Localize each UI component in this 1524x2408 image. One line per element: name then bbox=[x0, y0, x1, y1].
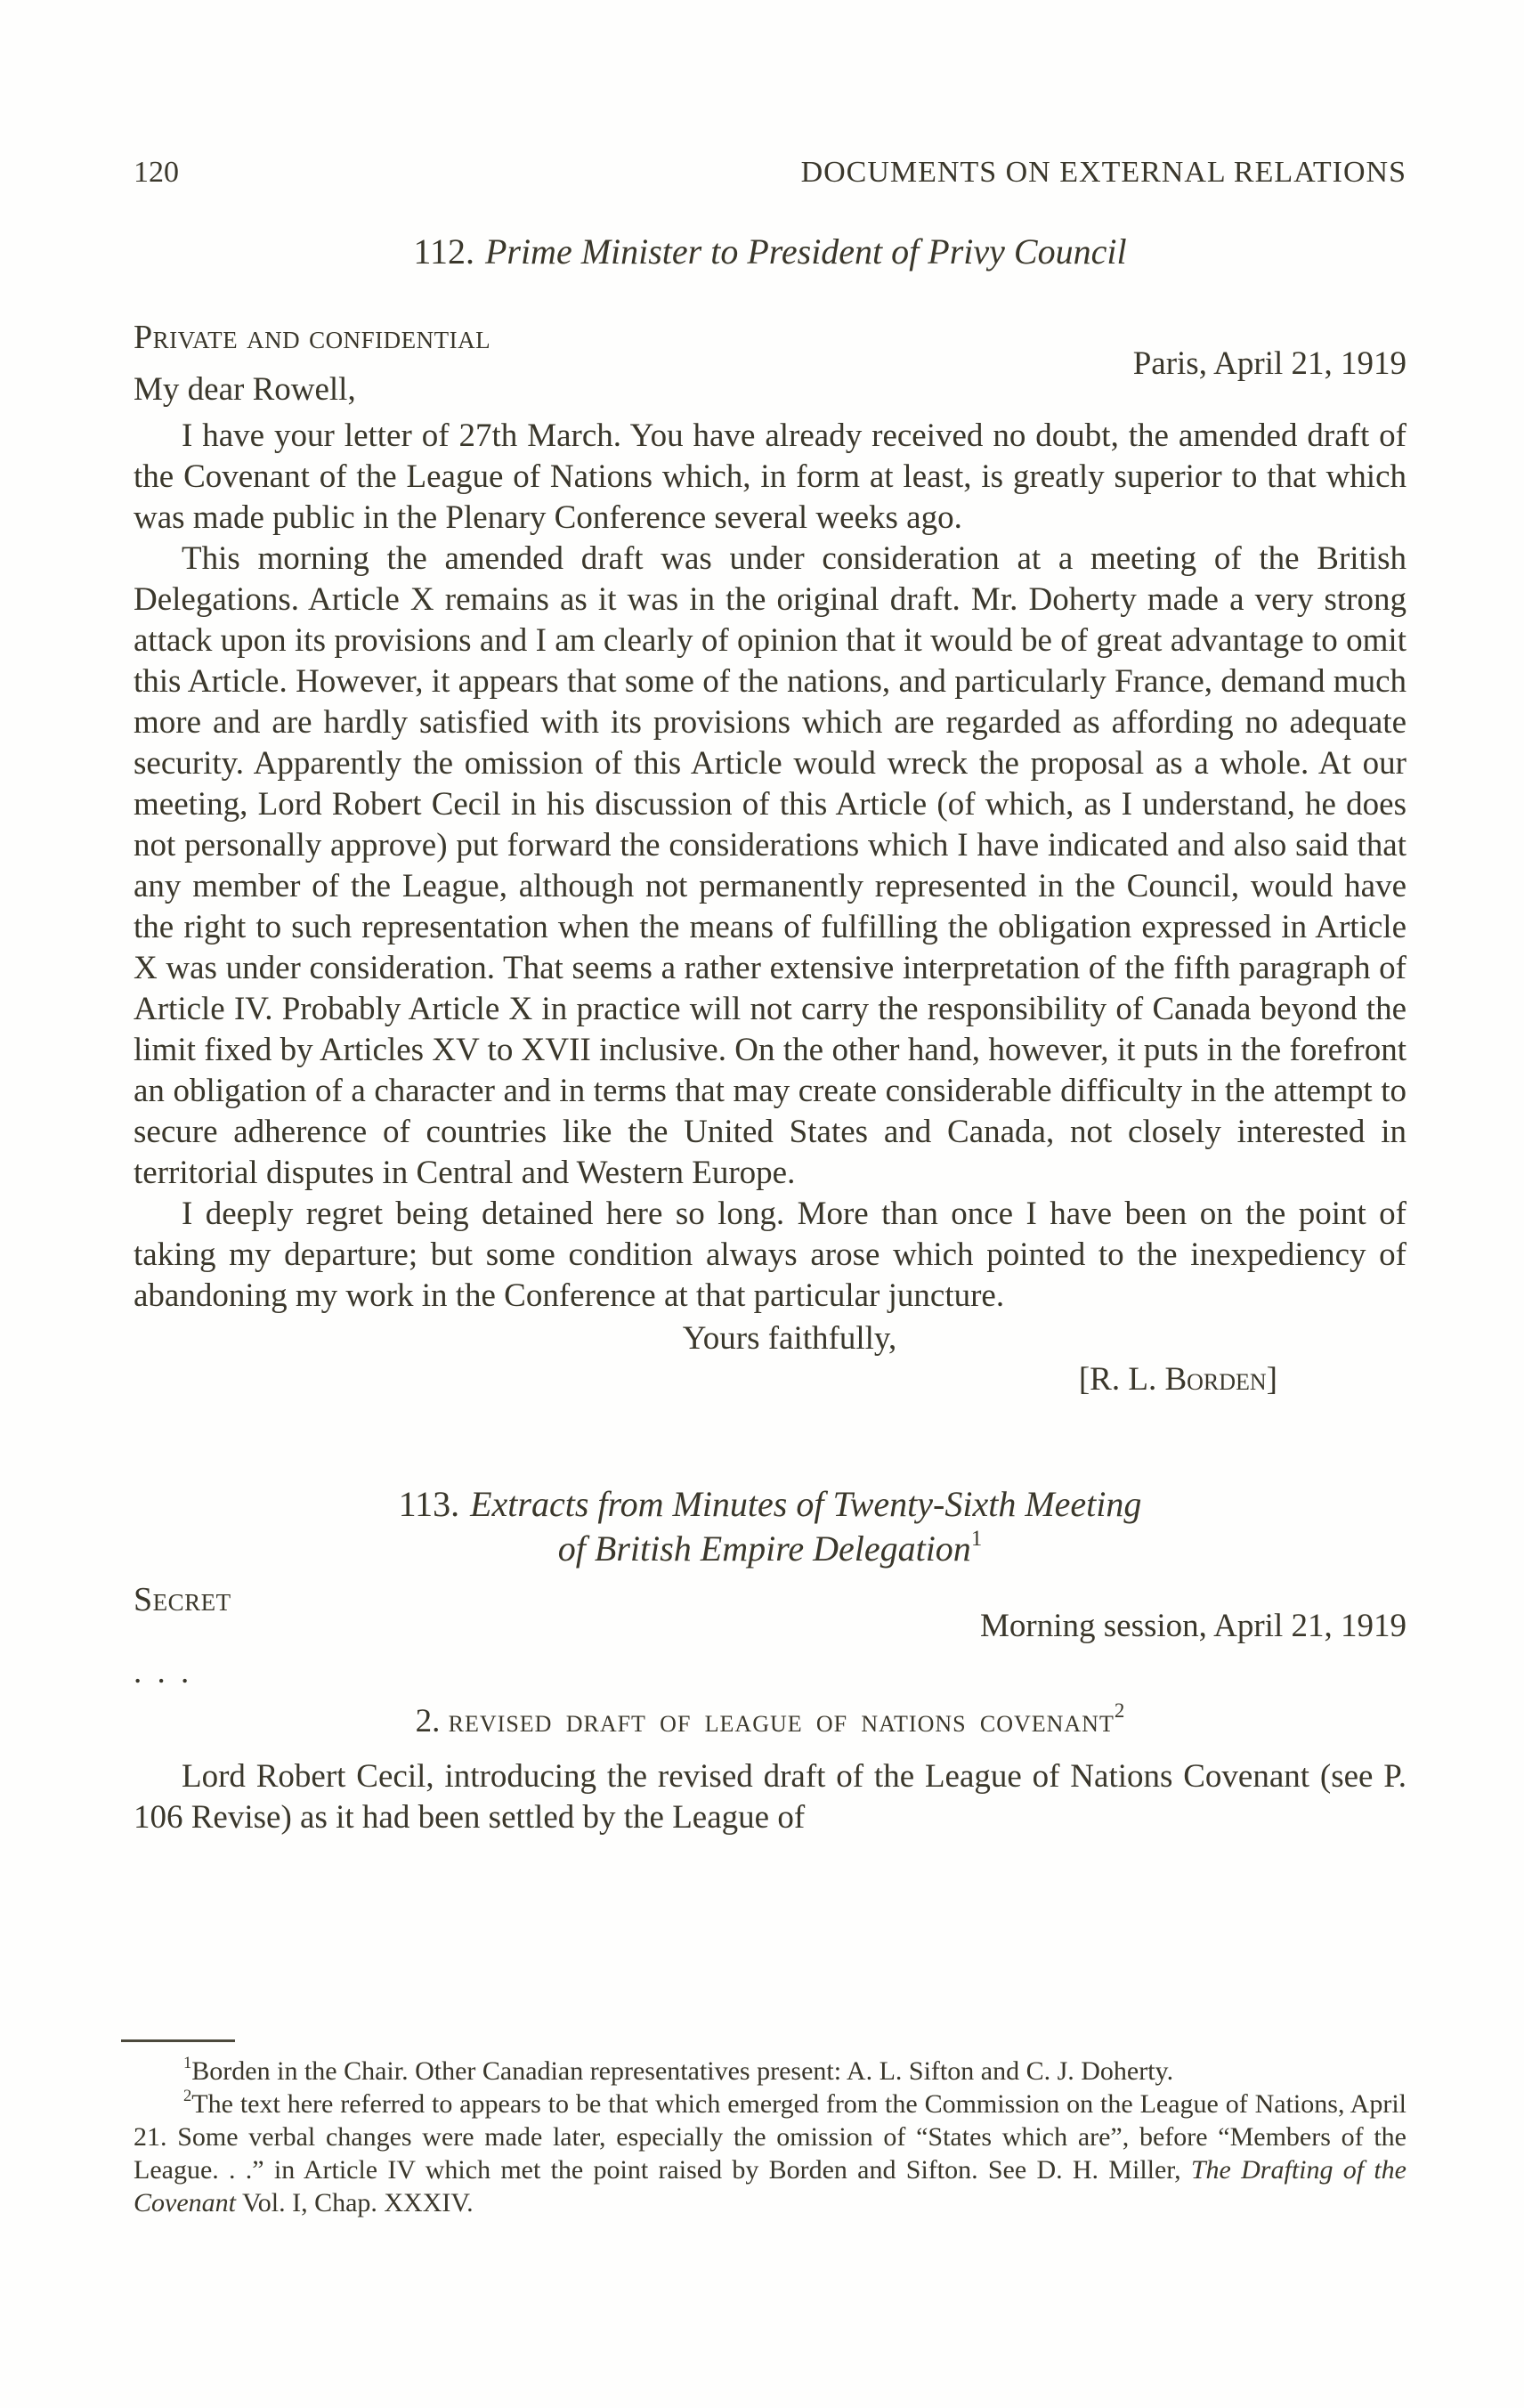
document-112 bbox=[134, 231, 1406, 1400]
section-heading-text: revised draft of league of nations covenant bbox=[448, 1703, 1115, 1739]
doc-113-number: 113. bbox=[398, 1484, 460, 1524]
footnote-area bbox=[134, 2039, 1406, 2219]
footnote-2 bbox=[134, 2088, 1406, 2219]
section-number: 2. bbox=[415, 1703, 441, 1739]
doc-113-title-line1: Extracts from Minutes of Twenty-Sixth Meeting bbox=[470, 1484, 1142, 1524]
letter-paragraph-2: This morning the amended draft was under consideration at a meeting of the British Delegations. Article X remains as it was in the original draft. Mr. Doherty made a very strong attack upon its provisions and I am clearly of opinion that it would be of great advantage to omit this Article. However, it appears that some of the nations, and particularly France, demand much more and are hardly satisfied with its provisions which are regarded as affording no adequate security. Apparently the omission of this Article would wreck the proposal as a whole. At our meeting, Lord Robert Cecil in his discussion of this Article (of which, as I understand, he does not personally approve) put forward the considerations which I have indicated and also said that any member of the League, although not permanently represented in the Council, would have the right to such representation when the means of fulfilling the obligation expressed in Article X was under consideration. That seems a rather extensive interpretation of the fifth paragraph of Article IV. Probably Article X in practice will not carry the responsibility of Canada beyond the limit fixed by Articles XV to XVII inclusive. On the other hand, however, it puts in the forefront an obligation of a character and in terms that may create considerable difficulty in the attempt to secure adherence of countries like the United States and Canada, not closely interested in territorial disputes in Central and Western Europe. bbox=[134, 540, 1406, 1191]
letter-paragraph-1: I have your letter of 27th March. You have already received no doubt, the amended draft of the Covenant of the League of Nations which, in form at least, is greatly superior to that which was made public in the Plenary Conference several weeks ago. bbox=[134, 418, 1406, 536]
salutation: My dear Rowell, bbox=[134, 371, 356, 408]
letter-paragraph-3: I deeply regret being detained here so long. More than once I have been on the point of taking my departure; but some condition always arose which pointed to the inexpediency of abandoning my work in the Conference at that particular juncture. bbox=[134, 1196, 1406, 1314]
valediction: Yours faithfully, bbox=[682, 1320, 897, 1357]
footnote-separator bbox=[121, 2039, 235, 2042]
secret-classification: Secret bbox=[134, 1581, 231, 1618]
dateline: Paris, April 21, 1919 bbox=[1132, 345, 1406, 382]
secret-block bbox=[134, 1580, 1406, 1689]
footnote-2-ref: 2 bbox=[183, 2087, 192, 2106]
running-header-title: DOCUMENTS ON EXTERNAL RELATIONS bbox=[800, 156, 1406, 189]
page-number: 120 bbox=[134, 156, 179, 189]
section-heading bbox=[134, 1701, 1406, 1742]
page-header bbox=[134, 156, 1406, 190]
footnote-2-text-end: Vol. I, Chap. XXXIV. bbox=[235, 2188, 474, 2217]
document-113 bbox=[134, 1400, 1406, 1838]
doc-112-title-text: Prime Minister to President of Privy Council bbox=[484, 231, 1127, 272]
doc-113-title-footnote-ref: 1 bbox=[970, 1527, 983, 1552]
doc-113-paragraph: Lord Robert Cecil, introducing the revised draft of the League of Nations Covenant (see P. 106 Revise) as it had been settled by the League of bbox=[134, 1758, 1406, 1836]
doc-113-title bbox=[134, 1482, 1406, 1571]
footnote-1-text: Borden in the Chair. Other Canadian representatives present: A. L. Sifton and C. J. Doherty. bbox=[191, 2056, 1174, 2086]
signature: [R. L. Borden] bbox=[1078, 1361, 1277, 1398]
omission-ellipsis: . . . bbox=[134, 1654, 193, 1690]
footnote-2-cited-work: The Drafting of the Covenant bbox=[134, 2155, 1406, 2217]
doc-112-number: 112. bbox=[413, 231, 474, 272]
footnote-1-ref: 1 bbox=[183, 2054, 192, 2073]
doc-112-title bbox=[134, 231, 1406, 273]
letter-head bbox=[134, 318, 1406, 410]
footnote-1 bbox=[134, 2055, 1406, 2088]
footnote-2-text: The text here referred to appears to be that which emerged from the Commission on the League of Nations, April 21. Some verbal changes were made later, especially the omission of “States which are”, before “Members of the League. . .” in Article IV which met the point raised by Borden and Sifton. See D. H. Miller, bbox=[134, 2089, 1406, 2185]
section-footnote-ref: 2 bbox=[1114, 1699, 1125, 1723]
classification-line: Private and confidential bbox=[134, 319, 491, 356]
doc-113-title-line2: of British Empire Delegation bbox=[557, 1528, 971, 1569]
session-line: Morning session, April 21, 1919 bbox=[980, 1608, 1406, 1644]
